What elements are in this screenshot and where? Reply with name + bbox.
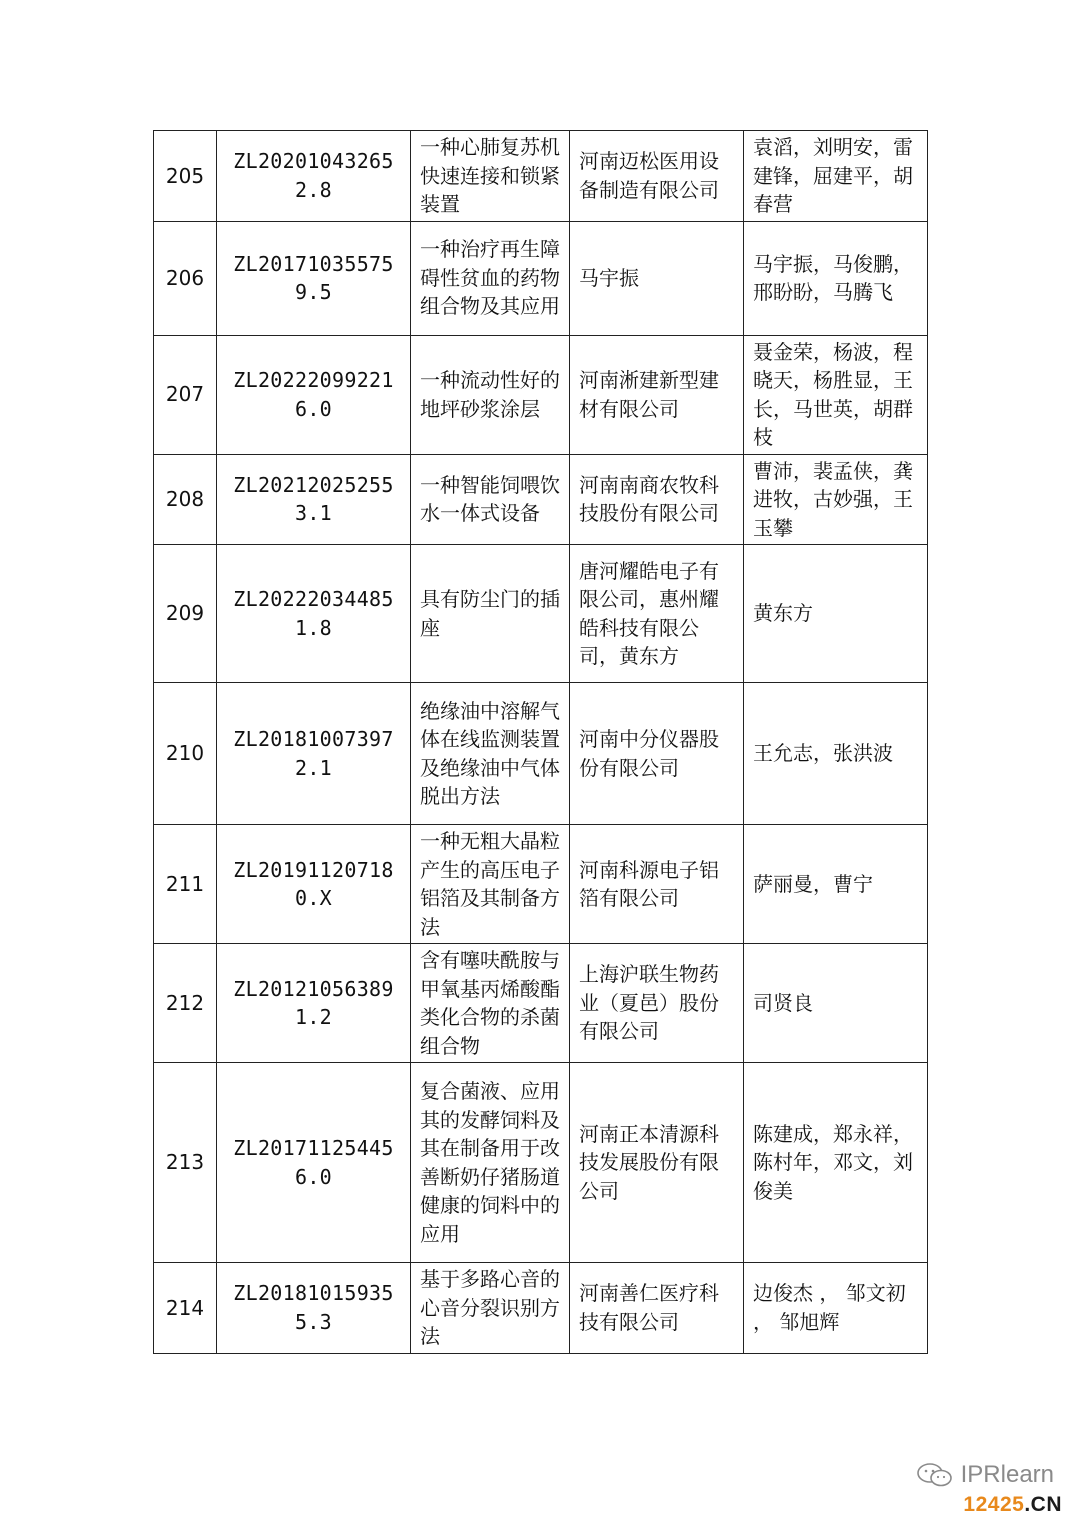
table-row <box>154 221 928 335</box>
cell-number: 208 <box>154 454 217 545</box>
cell-number: 206 <box>154 221 217 335</box>
table-row <box>154 1063 928 1263</box>
cell-inventors: 萨丽曼，曹宁 <box>744 825 928 944</box>
cell-patent-title: 一种智能饲喂饮水一体式设备 <box>411 454 570 545</box>
table-row <box>154 335 928 454</box>
table-row <box>154 825 928 944</box>
cell-number: 207 <box>154 335 217 454</box>
cell-patent-title: 一种治疗再生障碍性贫血的药物组合物及其应用 <box>411 221 570 335</box>
cell-patent-number: ZL202220992216.0 <box>217 335 411 454</box>
table-row <box>154 454 928 545</box>
cell-patent-number: ZL201710355759.5 <box>217 221 411 335</box>
table-row <box>154 944 928 1063</box>
cell-patent-holder: 上海沪联生物药业（夏邑）股份有限公司 <box>570 944 744 1063</box>
cell-patent-title: 绝缘油中溶解气体在线监测装置及绝缘油中气体脱出方法 <box>411 683 570 825</box>
cell-number: 205 <box>154 131 217 222</box>
table-row <box>154 1263 928 1354</box>
cell-patent-holder: 马宇振 <box>570 221 744 335</box>
cell-patent-title: 基于多路心音的心音分裂识别方法 <box>411 1263 570 1354</box>
cell-number: 212 <box>154 944 217 1063</box>
cell-inventors: 曹沛，裴孟侠，龚进牧，古妙强，王玉攀 <box>744 454 928 545</box>
cell-patent-title: 一种流动性好的地坪砂浆涂层 <box>411 335 570 454</box>
cell-patent-number: ZL201210563891.2 <box>217 944 411 1063</box>
cell-number: 213 <box>154 1063 217 1263</box>
cell-patent-number: ZL202120252553.1 <box>217 454 411 545</box>
cell-number: 209 <box>154 545 217 683</box>
cell-patent-title: 含有噻呋酰胺与甲氧基丙烯酸酯类化合物的杀菌组合物 <box>411 944 570 1063</box>
cell-patent-holder: 唐河耀皓电子有限公司，惠州耀皓科技有限公司，黄东方 <box>570 545 744 683</box>
cell-patent-title: 具有防尘门的插座 <box>411 545 570 683</box>
cell-patent-number: ZL201711254456.0 <box>217 1063 411 1263</box>
cell-patent-holder: 河南科源电子铝箔有限公司 <box>570 825 744 944</box>
cell-number: 211 <box>154 825 217 944</box>
cell-patent-holder: 河南淅建新型建材有限公司 <box>570 335 744 454</box>
site-logo <box>963 1493 1062 1517</box>
cell-number: 214 <box>154 1263 217 1354</box>
cell-number: 210 <box>154 683 217 825</box>
cell-patent-number: ZL202010432652.8 <box>217 131 411 222</box>
cell-patent-number: ZL201911207180.X <box>217 825 411 944</box>
cell-patent-holder: 河南迈松医用设备制造有限公司 <box>570 131 744 222</box>
table-row <box>154 545 928 683</box>
cell-patent-number: ZL202220344851.8 <box>217 545 411 683</box>
cell-patent-holder: 河南善仁医疗科技有限公司 <box>570 1263 744 1354</box>
cell-patent-title: 一种无粗大晶粒产生的高压电子铝箔及其制备方法 <box>411 825 570 944</box>
cell-inventors: 陈建成，郑永祥，陈村年，邓文，刘俊美 <box>744 1063 928 1263</box>
patent-table-body <box>154 131 928 1354</box>
watermark <box>915 1461 1054 1489</box>
cell-inventors: 黄东方 <box>744 545 928 683</box>
wechat-icon <box>915 1462 955 1488</box>
cell-inventors: 马宇振，马俊鹏，邢盼盼，马腾飞 <box>744 221 928 335</box>
site-logo-domain: .CN <box>1024 1493 1062 1516</box>
cell-patent-number: ZL201810159355.3 <box>217 1263 411 1354</box>
cell-inventors: 边俊杰 ， 邹文初 ， 邹旭辉 <box>744 1263 928 1354</box>
cell-patent-holder: 河南南商农牧科技股份有限公司 <box>570 454 744 545</box>
patent-table <box>153 130 928 1354</box>
watermark-text: IPRlearn <box>960 1461 1054 1488</box>
cell-patent-title: 一种心肺复苏机快速连接和锁紧装置 <box>411 131 570 222</box>
table-row <box>154 683 928 825</box>
cell-patent-holder: 河南中分仪器股份有限公司 <box>570 683 744 825</box>
cell-patent-number: ZL201810073972.1 <box>217 683 411 825</box>
cell-inventors: 聂金荣，杨波，程晓天，杨胜显，王长，马世英，胡群枝 <box>744 335 928 454</box>
cell-inventors: 王允志，张洪波 <box>744 683 928 825</box>
cell-patent-title: 复合菌液、应用其的发酵饲料及其在制备用于改善断奶仔猪肠道健康的饲料中的应用 <box>411 1063 570 1263</box>
cell-inventors: 司贤良 <box>744 944 928 1063</box>
cell-patent-holder: 河南正本清源科技发展股份有限公司 <box>570 1063 744 1263</box>
site-logo-number: 12425 <box>963 1493 1025 1516</box>
cell-inventors: 袁滔，刘明安，雷建锋，屈建平，胡春营 <box>744 131 928 222</box>
table-row <box>154 131 928 222</box>
